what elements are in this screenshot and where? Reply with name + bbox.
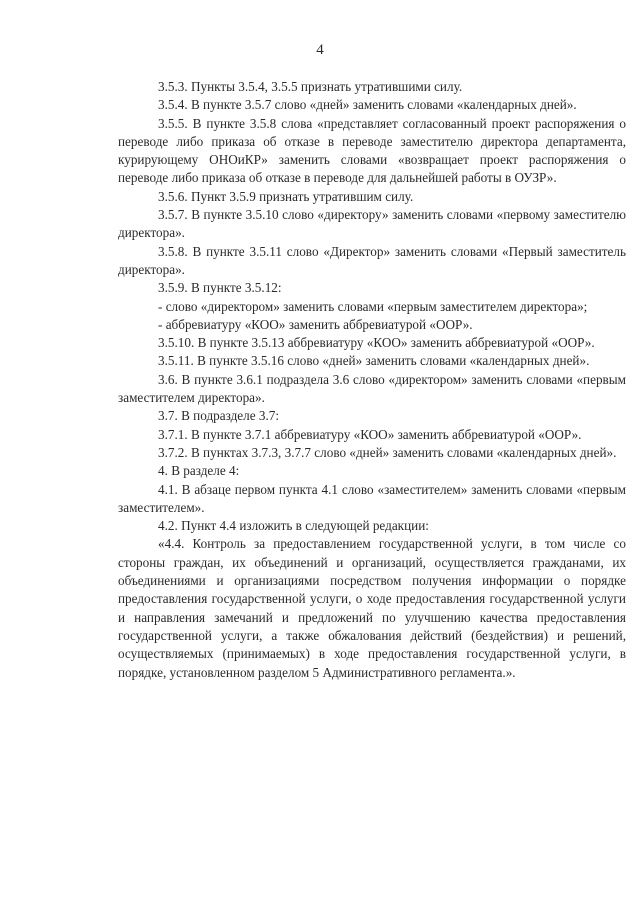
paragraph-4-4-quote: «4.4. Контроль за предоставлением государственной услуги, в том числе со стороны граждан, их объединений и организаций, осуществляется гражданами, их объединениями и организациями посредством получения информации о порядке предоставления государственной услуги, о ходе предоставления государственной услуги и направления замечаний и предложений по улучшению качества предоставления государственной услуги, а также обжалования действий (бездействия) и решений, осуществляемых (принимаемых) в ходе предоставления государственной услуги, в порядке, установленном разделом 5 Административного регламента.». <box>118 536 626 680</box>
paragraph-3-6: 3.6. В пункте 3.6.1 подраздела 3.6 слово «директором» заменить словами «первым заместителем директора». <box>118 371 626 406</box>
paragraph-3-5-9-item-2: - аббревиатуру «КОО» заменить аббревиатурой «ООР». <box>158 316 473 332</box>
paragraph-3-5-3: 3.5.3. Пункты 3.5.4, 3.5.5 признать утратившими силу. <box>158 79 463 94</box>
paragraph-4: 4. В разделе 4: <box>158 463 240 479</box>
paragraph-3-5-6: 3.5.6. Пункт 3.5.9 признать утратившим силу. <box>158 188 414 204</box>
paragraph-3-7-2: 3.7.2. В пунктах 3.7.3, 3.7.7 слово «дней» заменить словами «календарных дней». <box>158 444 617 460</box>
paragraph-4-2: 4.2. Пункт 4.4 изложить в следующей редакции: <box>158 518 429 534</box>
paragraph-3-5-10: 3.5.10. В пункте 3.5.13 аббревиатуру «КОО» заменить аббревиатурой «ООР». <box>158 335 595 351</box>
paragraph-3-7: 3.7. В подразделе 3.7: <box>158 408 280 424</box>
paragraph-3-5-7: 3.5.7. В пункте 3.5.10 слово «директору» заменить словами «первому заместителю директора». <box>118 207 626 241</box>
page-number: 4 <box>316 42 324 58</box>
paragraph-3-5-11: 3.5.11. В пункте 3.5.16 слово «дней» заменить словами «календарных дней». <box>158 353 590 369</box>
paragraph-3-5-8: 3.5.8. В пункте 3.5.11 слово «Директор» заменить словами «Первый заместитель директора». <box>118 243 626 277</box>
paragraph-3-5-5: 3.5.5. В пункте 3.5.8 слова «представляет согласованный проект распоряжения о переводе либо приказа об отказе в переводе заместителю директора департамента, курирующему ОНОиКР» заменить словами «возвращает проект распоряжения о переводе либо приказа об отказе в переводе для дальнейшей работы в ОУЗР». <box>118 115 626 186</box>
paragraph-3-5-9-item-1: - слово «директором» заменить словами «первым заместителем директора»; <box>158 298 588 314</box>
paragraph-3-5-4: 3.5.4. В пункте 3.5.7 слово «дней» заменить словами «календарных дней». <box>158 97 577 113</box>
paragraph-3-7-1: 3.7.1. В пункте 3.7.1 аббревиатуру «КОО» заменить аббревиатурой «ООР». <box>158 426 582 442</box>
document-body <box>118 78 626 682</box>
paragraph-3-5-9: 3.5.9. В пункте 3.5.12: <box>158 280 282 296</box>
paragraph-4-1: 4.1. В абзаце первом пункта 4.1 слово «заместителем» заменить словами «первым заместителем». <box>118 481 626 515</box>
